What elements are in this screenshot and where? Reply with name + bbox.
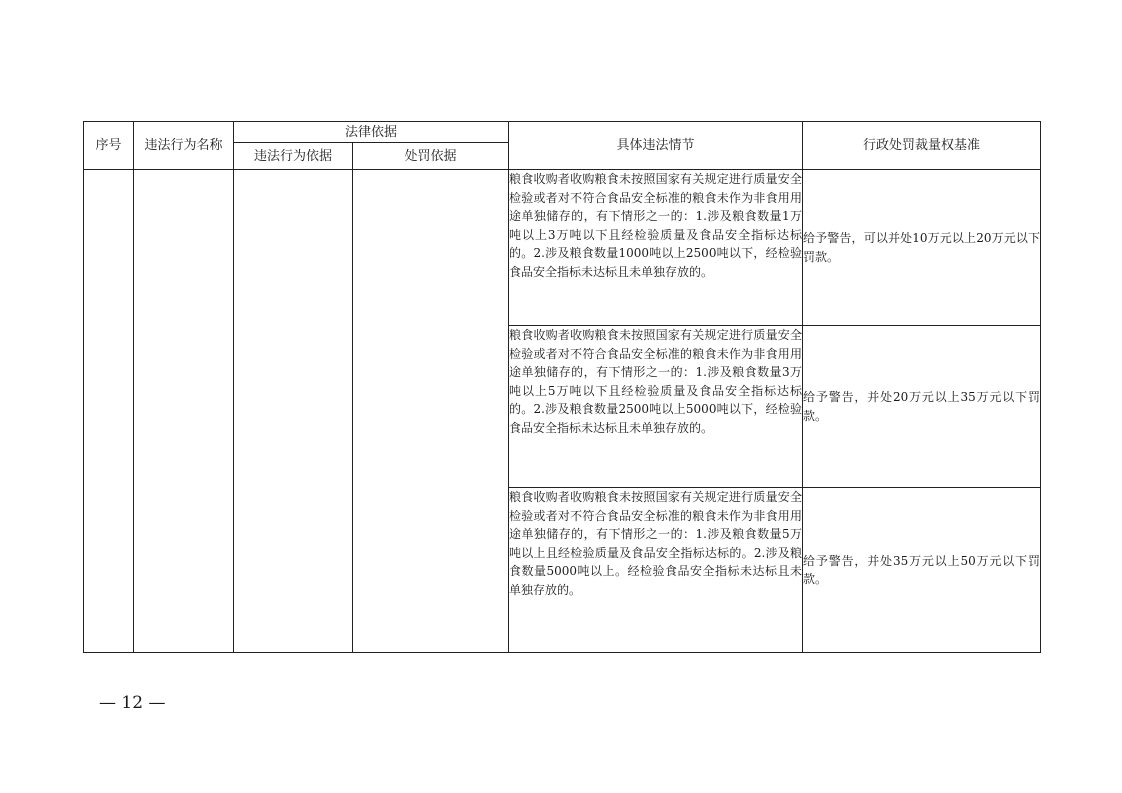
penalty-basis-cell: [353, 170, 509, 653]
table-row: [84, 170, 1041, 326]
violation-basis-cell: [234, 170, 353, 653]
violation-name-cell: [134, 170, 234, 653]
header-standard: 行政处罚裁量权基准: [803, 122, 1041, 170]
header-circumstances: 具体违法情节: [509, 122, 803, 170]
header-seq: 序号: [84, 122, 134, 170]
page-number: — 12 —: [99, 693, 166, 713]
circumstance-cell: 粮食收购者收购粮食未按照国家有关规定进行质量安全检验或者对不符合食品安全标准的粮食未作为非食用用途单独储存的，有下情形之一的：1.涉及粮食数量1万吨以上3万吨以下且经检验质量及食品安全指标达标的。2.涉及粮食数量1000吨以上2500吨以下，经检验食品安全指标未达标且未单独存放的。: [509, 170, 803, 326]
standard-cell: 给予警告，并处20万元以上35万元以下罚款。: [803, 326, 1041, 488]
header-violation-basis: 违法行为依据: [234, 143, 353, 170]
circumstance-cell: 粮食收购者收购粮食未按照国家有关规定进行质量安全检验或者对不符合食品安全标准的粮食未作为非食用用途单独储存的，有下情形之一的：1.涉及粮食数量5万吨以上且经检验质量及食品安全指标达标的。2.涉及粮食数量5000吨以上。经检验食品安全指标未达标且未单独存放的。: [509, 488, 803, 653]
seq-cell: [84, 170, 134, 653]
penalty-standard-table: [83, 121, 1041, 653]
header-legal-basis: 法律依据: [234, 122, 509, 143]
standard-cell: 给予警告，并处35万元以上50万元以下罚款。: [803, 488, 1041, 653]
standard-cell: 给予警告，可以并处10万元以上20万元以下罚款。: [803, 170, 1041, 326]
header-violation-name: 违法行为名称: [134, 122, 234, 170]
header-penalty-basis: 处罚依据: [353, 143, 509, 170]
circumstance-cell: 粮食收购者收购粮食未按照国家有关规定进行质量安全检验或者对不符合食品安全标准的粮食未作为非食用用途单独储存的，有下情形之一的：1.涉及粮食数量3万吨以上5万吨以下且经检验质量及食品安全指标达标的。2.涉及粮食数量2500吨以上5000吨以下，经检验食品安全指标未达标且未单独存放的。: [509, 326, 803, 488]
